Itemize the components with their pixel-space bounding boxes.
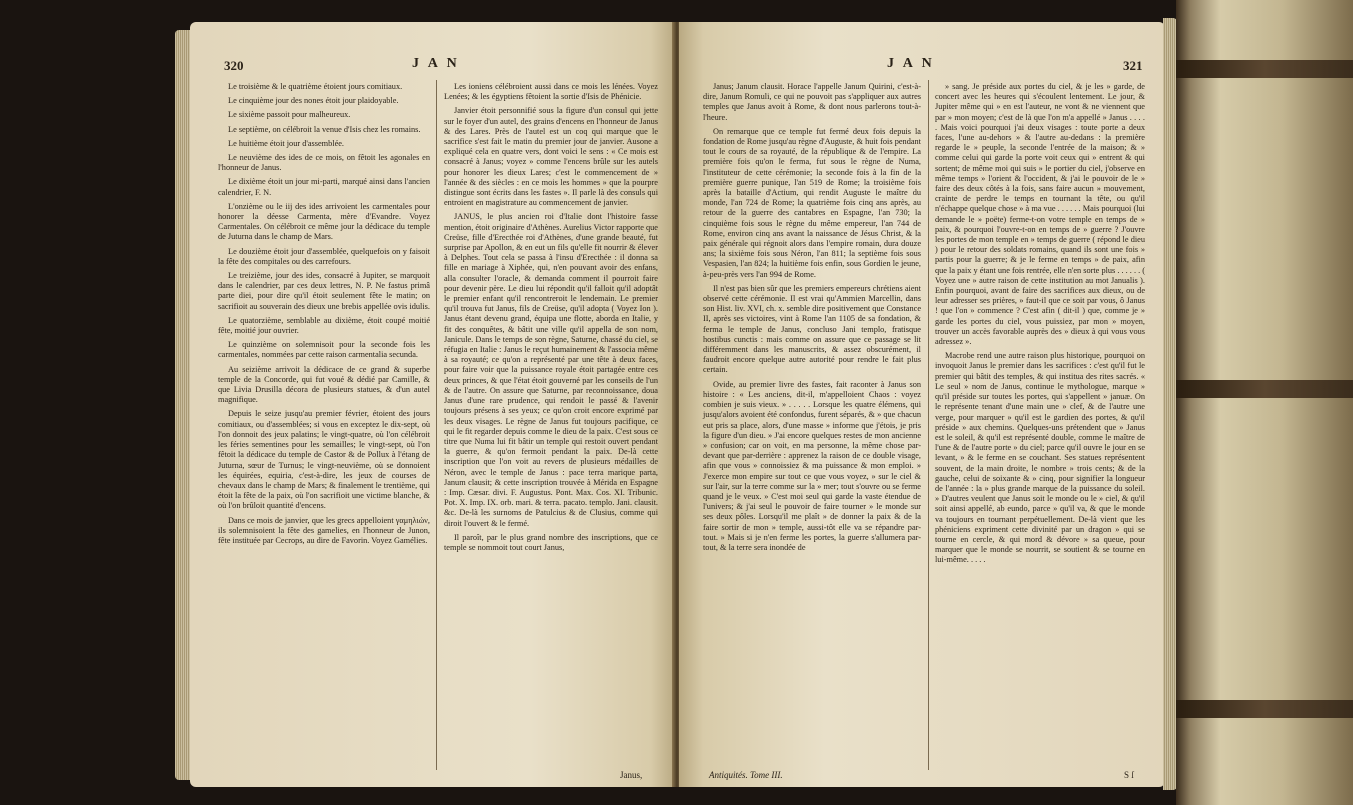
paragraph: Le quatorzième, semblable au dixième, étoit coupé moitié fête, moitié jour ouvrier. (218, 315, 430, 336)
paragraph: Depuis le seize jusqu'au premier février, étoient des jours comitiaux, ou d'assemblées; si vous en exceptez le dix-sept, où l'on donnoit des jeux palatins; le vingt-quatre, où l'on célébroit les féries sementines pour les semailles; le vingt-sept, où l'on fêtoit la dédicace du temple de Castor & de Pollux à l'étang de Juturna, sœur de Turnus; le vingt-neuvième, où se donnoient les équirées, equiria, c'est-à-dire, les jeux de courses de chevaux dans le champ de Mars; & finalement le trentième, qui étoit la fête de la paix, où l'on sacrifioit une victime blanche, & où l'on brûloit quantité d'encens. (218, 409, 430, 511)
right-running-head: J A N (887, 56, 935, 71)
paragraph: Ovide, au premier livre des fastes, fait raconter à Janus son histoire : « Les anciens, dit-il, m'appelloient Chaos : voyez combien je suis vieux. » . . . . . Lorsque les quatre élémens, qui jusqu'alors avoient été confondus, furent séparés, & » que chacun eut pris sa place, alors, d'une masse » informe que j'étois, je pris la figure d'un dieu. » J'ai encore quelques restes de mon ancienne » confusion; car on voit, en ma personne, la même chose par-devant que par-derrière : apprenez la raison de ce double visage, afin que vous » connoissiez & ma puissance & mon emploi. » J'exerce mon empire sur tout ce que vous voyez, » sur le ciel & sur l'air, sur la terre comme sur la » mer; tout s'ouvre ou se ferme quand je le veux. » C'est moi seul qui garde la vaste étendue de l'univers; & j'ai seul le pouvoir de faire tourner » le monde sur ses deux pôles. Lorsqu'il me plaît » de donner la paix & de la faire sortir de mon » temple, aussi-tôt elle va se répandre par-tout. » Mais si je n'en ferme les portes, la guerre s'allumera par-tout, & la terre sera inondée de (703, 379, 921, 552)
left-column-2 (444, 82, 658, 557)
paragraph: Le douzième étoit jour d'assemblée, quelquefois on y faisoit la fête des compitales ou des carrefours. (218, 246, 430, 266)
paragraph: Le troisième & le quatrième étoient jours comitiaux. (228, 82, 403, 91)
paragraph: Le septième, on célébroit la venue d'Isis chez les romains. (228, 124, 421, 134)
paragraph: On remarque que ce temple fut fermé deux fois depuis la fondation de Rome jusqu'au règne d'Auguste, & huit fois pendant tout le cours de sa royauté, de la république & de l'empire. La première fois qu'on le ferma, fut sous le règne de Numa, l'instituteur de cette cérémonie; la seconde fois à la fin de la première guerre punique, l'an 519 de Rome; la troisième fois après la bataille d'Actium, qui rendit Auguste le maître du monde, l'an 724 de Rome; la quatrième fois cinq ans après, au retour de la guerre des cantabres en Espagne, l'an 730; la cinquième fois sous le règne du même empereur, l'an 744 de Rome, environ cinq ans avant la naissance de Jésus Christ, & la paix générale qui régnoit alors dans l'empire romain, dura douze ans; la sixième fois sous Néron, l'an 811; la septième fois sous Vespasien, l'an 824; la huitième fois enfin, sous Gordien le jeune, à-peu-près vers l'an 994 de Rome. (703, 126, 921, 279)
paragraph: L'onzième ou le iij des ides arrivoient les carmentales pour honorer la déesse Carmenta, mère d'Evandre. Voyez Carmentales. On célébroit ce même jour la dédicace du temple de Juturna dans le champ de Mars. (218, 201, 430, 242)
paragraph: Le cinquième jour des nones étoit jour plaidoyable. (228, 96, 399, 106)
paragraph: JANUS, le plus ancien roi d'Italie dont l'histoire fasse mention, étoit originaire d'Athènes. Aurelius Victor rapporte que Creüse, fille d'Erecthée roi d'Athènes, d'une grande beauté, fut surprise par Apollon, & en eut un fils qu'elle fit nourrir & élever à Delphes. Tout cela se passa à l'insu d'Erecthée : il donna sa fille en mariage à Xiphée, qui, n'en pouvant avoir des enfans, alla consulter l'oracle, & demanda comment il pourroit faire pour devenir père. Le dieu lui répondit qu'il falloit qu'il adoptât le premier enfant qu'il rencontreroit le lendemain. Le premier qu'il trouva fut Janus, fils de Creüse, qu'il adopta ( Voyez Ion ). Janus étant devenu grand, équipa une flotte, aborda en Italie, y fit des conquêtes, & bâtit une ville qu'il appella de son nom, Janicule. Dans le temps de son règne, Saturne, chassé du ciel, se réfugia en Italie : Janus le reçut humainement & l'associa même à sa royauté; ce qu'on a représenté par une tête à deux faces, pour faire voir que la puissance royale étoit partagée entre ces deux princes, & que l'état étoit gouverné par les conseils de l'un & de l'autre. On assure que Saturne, par reconnoissance, doua Janus d'une rare prudence, qui rendoit le passé & l'avenir toujours présens à ses yeux; ce qu'on croit encore exprimé par les deux visages. Le règne de Janus fut toujours pacifique, ce qui le fit regarder depuis comme le dieu de la paix. C'est sous ce titre que Numa lui fit bâtir un temple qui restoit ouvert pendant la guerre, & qu'on fermoit pendant la paix. De-là cette inscription que l'on voit au revers de plusieurs médailles de Néron, avec le temple de Janus : pace terra marique parta, Janum clausit; & cette inscription trouvée à Mérida en Espagne : Imp. Cæsar. divi. F. Augustus. Pont. Max. Cos. XI. Tribunic. Pot. X. Imp. IX. orb. mari. & terra. pacato. templo. Jani. clausit. &c. De-là les surnoms de Patulcius & de Clusius, comme qui diroit l'ouvert & le fermé. (444, 212, 658, 528)
paragraph: Les ioniens célébroient aussi dans ce mois les lénées. Voyez Lenées; & les égyptiens fêtoient la sortie d'Isis de Phénicie. (444, 82, 658, 102)
right-column-2 (935, 82, 1145, 570)
paragraph: Le huitième étoit jour d'assemblée. (228, 138, 345, 148)
volume-footer: Antiquités. Tome III. (709, 770, 783, 780)
book-cover-edge (1176, 0, 1353, 805)
left-page (190, 22, 675, 787)
paragraph: Il n'est pas bien sûr que les premiers empereurs chrétiens aient observé cette cérémonie. Il est vrai qu'Ammien Marcellin, dans son Hist. liv. XVI, ch. x. semble dire positivement que Constance II, après ses victoires, vint à Rome l'an 1105 de sa fondation, & ferma le temple de Janus, concluso Jani templo, fratisque hostibus cunctis : mais comme on assure que ce passage se lit différemment dans les manuscrits, & assez obscurément, il faudroit encore quelque autre autorité pour rendre le fait plus certain. (703, 283, 921, 375)
paragraph: Il paroît, par le plus grand nombre des inscriptions, que ce temple se nommoit tout court Janus, (444, 532, 658, 552)
paragraph: Macrobe rend une autre raison plus historique, pourquoi on invoquoit Janus le premier dans les sacrifices : c'est qu'il fut le premier qui bâtit des temples, & qui institua des rites sacrés. « Le seul » nom de Janus, continue le mythologue, marque » qu'il préside sur toutes les portes, qui s'appellent » januæ. On le représente tenant d'une main une » clef, & de l'autre une verge, pour marquer » qu'il est le gardien des portes, & qu'il préside » aux chemins. Quelques-uns prétendent que » Janus est le soleil, & qu'il est représenté double, comme le maître de l'une & de l'autre porte » du ciel; parce qu'il ouvre le jour en se levant, » & le ferme en se couchant. Ses statues représentent souvent, de la main droite, le nombre » trois cents; & de la gauche, celui de soixante & » cinq, pour signifier la longueur de l'année : la » plus grande marque de la puissance du soleil. » D'autres veulent que Janus soit le monde ou le » ciel, & qu'il soit ainsi appellé, ab eundo, parce » qu'il va, & que le monde va toujours en tournant perpétuellement. De-là vient que les phéniciens expriment cette divinité par un dragon » qui se tourne en cercle, & qui mord & dévore » sa queue, pour marquer que le monde se nourrit, se soutient & se tourne en lui-même. . . . . (935, 351, 1145, 565)
left-column-1 (218, 82, 430, 550)
paragraph: Le dixième étoit un jour mi-parti, marqué ainsi dans l'ancien calendrier, F. N. (218, 177, 430, 197)
left-catchword: Janus, (620, 770, 643, 780)
paragraph: Le treizième, jour des ides, consacré à Jupiter, se marquoit dans le calendrier, par ces deux lettres, N. P. Ne fastus primâ parte diei, pour dire qu'il étoit seulement fête le matin; on sacrifioit au souverain des dieux une brebis appellée ovis idulis. (218, 271, 430, 311)
left-running-head: J A N (412, 56, 460, 71)
paragraph: Janvier étoit personnifié sous la figure d'un consul qui jette sur le foyer d'un autel, des grains d'encens en l'honneur de Janus & des Lares. Près de l'autel est un coq qui marque que le sacrifice s'est fait le matin du premier jour de janvier. Ausone a expliqué cela en quatre vers, dont voici le sens : « Ce mois est consacré à Janus; voyez » comme l'encens brûle sur les autels pour honorer les dieux Lares; c'est le commencement de » l'année & des siècles : en ce mois les hommes » que la pourpre distingue sont écrits dans les fastes ». Il parle là des consuls qui entroient en magistrature au commencement de janvier. (444, 106, 658, 208)
paragraph: » sang. Je préside aux portes du ciel, & je les » garde, de concert avec les heures qui s'écoulent lentement. Le jour, & Jupiter même qui » en est l'auteur, ne vont & ne viennent que par » mon moyen; c'est de là que l'on m'a appellé » Janus . . . . . Mais voici pourquoi j'ai deux visages : toute porte a deux faces, l'une au-dehors » & l'autre au-dedans : la première regarde le » peuple, la seconde l'entrée de la maison; & » comme celui qui garde la porte voit ceux qui » entrent & qui sortent; de même moi qui suis » le portier du ciel, j'observe en même temps » l'orient & l'occident, & j'ai le pouvoir de le » faire des deux côtés à la fois, sans faire aucun » mouvement, crainte de perdre le temps en tournant la tête, ou qu'il n'échappe quelque chose » à ma vue . . . . . . Mais pourquoi (lui demande le » poëte) ferme-t-on votre temple en temps de » paix, & pourquoi l'ouvre-t-on en temps de » guerre ? J'ouvre les portes de mon temple en » temps de guerre ( répond le dieu ) pour le retour des soldats romains, quand ils sont une fois » partis pour la guerre; & je le ferme en temps » de paix, afin que la paix y étant une fois rentrée, elle n'en sorte plus . . . . . . ( Voyez une » autre raison de cette institution au mot Janualis ). Enfin pourquoi, avant de faire des sacrifices aux dieux, ou de leur adresser ses prières, » faut-il que ce soit par vous, ô Janus ! que l'on » commence ? C'est afin ( dit-il ) que, comme je » garde les portes du ciel, vous puissiez, par mon » moyen, trouver un accès favorable auprès des » dieux à qui vous vous adressez ». (935, 82, 1146, 347)
column-rule (436, 80, 437, 770)
paragraph: Janus; Janum clausit. Horace l'appelle Janum Quirini, c'est-à-dire, Janum Romuli, ce qui ne pouvoit pas s'appliquer aux autres temples que Janus avoit à Rome, & dont nous parlerons tout-à-l'heure. (703, 82, 921, 122)
right-column-1 (703, 82, 921, 557)
right-page-edges (1163, 18, 1177, 790)
left-page-number: 320 (224, 58, 244, 73)
paragraph: Le sixième passoit pour malheureux. (228, 110, 351, 120)
column-rule (928, 80, 929, 770)
paragraph: Au seizième arrivoit la dédicace de ce grand & superbe temple de la Concorde, qui fut voué & dédié par Camille, & que Livia Drusilla décora de plusieurs statues, & d'un autel magnifique. (218, 364, 430, 405)
right-page-number: 321 (1123, 58, 1143, 73)
right-page (679, 22, 1165, 787)
paragraph: Le quinzième on solemnisoit pour la seconde fois les carmentales, nommées par cette raison carmentalia secunda. (218, 340, 430, 360)
paragraph: Dans ce mois de janvier, que les grecs appelloient γαμηλιών, ils solemnisoient la fête des gamelies, en l'honneur de Junon, fête instituée par Cecrops, au dire de Favorin. Voyez Gamélies. (218, 515, 430, 545)
paragraph: Le neuvième des ides de ce mois, on fêtoit les agonales en l'honneur de Janus. (218, 153, 430, 173)
signature-mark: S ſ (1124, 770, 1134, 780)
